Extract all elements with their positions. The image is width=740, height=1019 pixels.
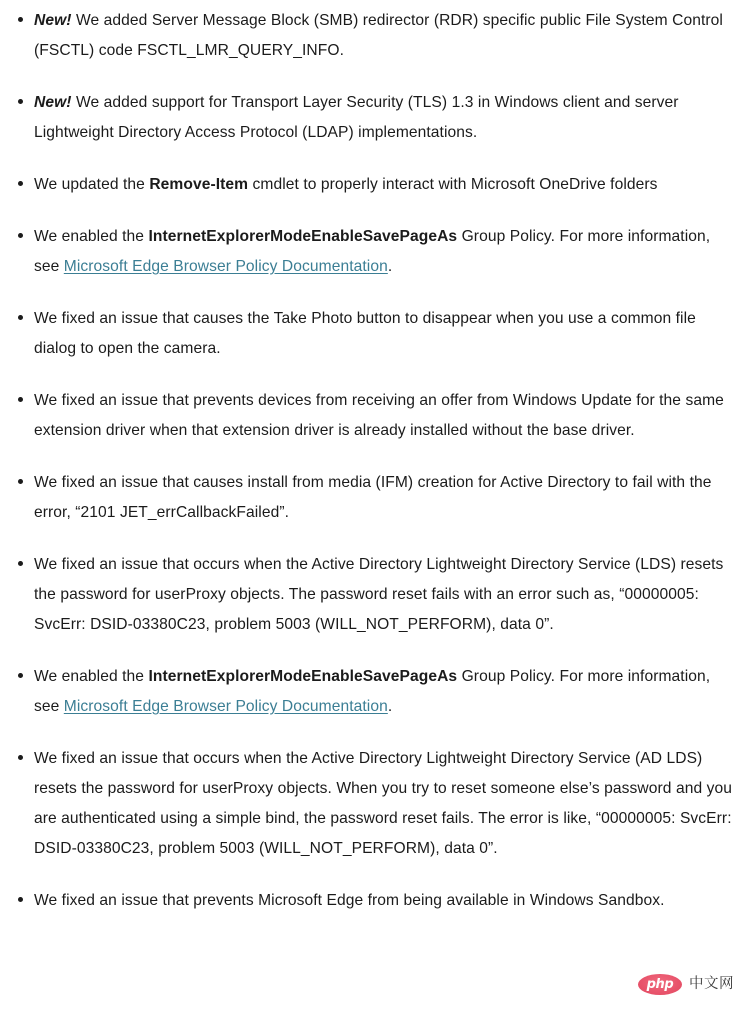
emphasized-term: InternetExplorerModeEnableSavePageAs	[148, 228, 458, 245]
release-note-item	[0, 170, 740, 200]
note-text-run: .	[387, 258, 393, 275]
watermark-site-label: 中文网	[689, 976, 734, 993]
release-note-text	[34, 304, 736, 364]
bullet-point-icon	[18, 181, 23, 186]
note-text-run: We fixed an issue that causes the Take Photo button to disappear when you use a common file dialog to open the camera.	[34, 310, 696, 357]
release-note-text	[34, 222, 736, 282]
bullet-point-icon	[18, 17, 23, 22]
release-note-text	[34, 468, 736, 528]
release-note-item	[0, 468, 740, 528]
bullet-point-icon	[18, 233, 23, 238]
bullet-point-icon	[18, 673, 23, 678]
note-text-run: We fixed an issue that prevents devices from receiving an offer from Windows Update for the same extension driver when that extension driver is already installed without the base driver.	[34, 392, 724, 439]
bullet-point-icon	[18, 479, 23, 484]
note-text-run: We fixed an issue that occurs when the Active Directory Lightweight Directory Service (LDS) resets the password for userProxy objects. The password reset fails with an error such as, “00000005: SvcErr: DSID-03380C23, problem 5003 (WILL_NOT_PERFORM), data 0”.	[34, 556, 724, 633]
watermark	[638, 974, 734, 995]
release-note-text	[34, 744, 736, 864]
php-logo-badge: php	[638, 974, 682, 995]
emphasized-term: Remove-Item	[149, 176, 249, 193]
release-note-text	[34, 386, 736, 446]
release-note-text	[34, 662, 736, 722]
note-text-run: Group Policy. For more information, see	[34, 668, 711, 715]
release-note-item	[0, 6, 740, 66]
release-note-item	[0, 222, 740, 282]
release-notes-list	[0, 6, 740, 916]
release-note-text	[34, 886, 736, 916]
note-text-run: We fixed an issue that causes install from media (IFM) creation for Active Directory to fail with the error, “2101 JET_errCallbackFailed”.	[34, 474, 712, 521]
bullet-point-icon	[18, 897, 23, 902]
bullet-point-icon	[18, 755, 23, 760]
note-text-run: We fixed an issue that occurs when the Active Directory Lightweight Directory Service (AD LDS) resets the password for userProxy objects. When you try to reset someone else’s password and you are authenticated using a simple bind, the password reset fails. The error is like, “00000005: SvcErr: DSID-03380C23, problem 5003 (WILL_NOT_PERFORM), data 0”.	[34, 750, 732, 857]
release-note-text	[34, 6, 736, 66]
release-note-text	[34, 88, 736, 148]
release-note-item	[0, 886, 740, 916]
bullet-point-icon	[18, 315, 23, 320]
note-text-run: Group Policy. For more information, see	[34, 228, 711, 275]
note-text-run: cmdlet to properly interact with Microsoft OneDrive folders	[248, 176, 658, 193]
release-note-item	[0, 88, 740, 148]
documentation-link[interactable]: Microsoft Edge Browser Policy Documentation	[63, 258, 388, 275]
release-note-item	[0, 744, 740, 864]
note-text-run: We fixed an issue that prevents Microsoft Edge from being available in Windows Sandbox.	[34, 892, 665, 909]
bullet-point-icon	[18, 99, 23, 104]
note-text-run: .	[387, 698, 393, 715]
bullet-point-icon	[18, 561, 23, 566]
note-text-run: We added support for Transport Layer Security (TLS) 1.3 in Windows client and server Lightweight Directory Access Protocol (LDAP) implementations.	[34, 94, 679, 141]
release-note-item	[0, 550, 740, 640]
release-note-item	[0, 662, 740, 722]
note-text-run: We enabled the	[34, 668, 149, 685]
new-feature-tag: New!	[34, 94, 72, 111]
note-text-run: We enabled the	[34, 228, 149, 245]
new-feature-tag: New!	[34, 12, 72, 29]
release-note-text	[34, 170, 736, 200]
note-text-run: We added Server Message Block (SMB) redirector (RDR) specific public File System Control (FSCTL) code FSCTL_LMR_QUERY_INFO.	[34, 12, 723, 59]
documentation-link[interactable]: Microsoft Edge Browser Policy Documentation	[63, 698, 388, 715]
emphasized-term: InternetExplorerModeEnableSavePageAs	[148, 668, 458, 685]
release-note-item	[0, 386, 740, 446]
bullet-point-icon	[18, 397, 23, 402]
note-text-run: We updated the	[34, 176, 150, 193]
release-note-item	[0, 304, 740, 364]
release-note-text	[34, 550, 736, 640]
